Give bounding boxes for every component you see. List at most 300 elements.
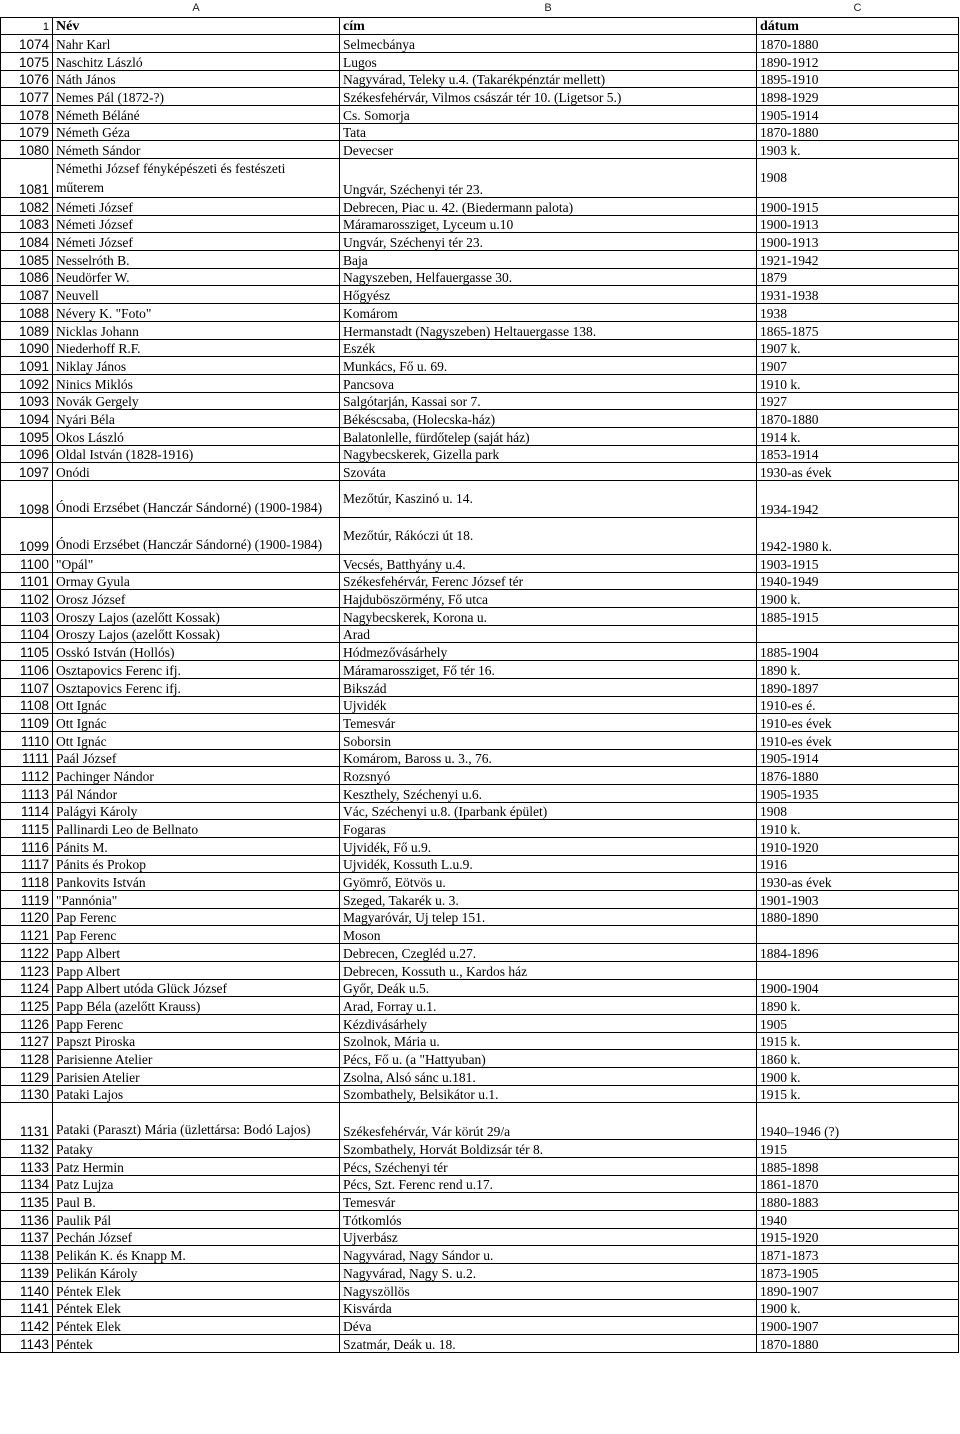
- date-cell[interactable]: 1879: [757, 268, 959, 286]
- address-cell[interactable]: Nagyszöllös: [340, 1281, 757, 1299]
- name-cell[interactable]: Patz Lujza: [53, 1175, 340, 1193]
- name-cell[interactable]: Niklay János: [53, 357, 340, 375]
- date-cell[interactable]: 1871-1873: [757, 1246, 959, 1264]
- table-row: [1, 1211, 959, 1229]
- address-cell[interactable]: Hódmezővásárhely: [340, 643, 757, 661]
- date-cell[interactable]: 1940-1949: [757, 572, 959, 590]
- address-cell[interactable]: Magyaróvár, Uj telep 151.: [340, 908, 757, 926]
- row-number[interactable]: 1081: [1, 159, 53, 198]
- row-number[interactable]: 1106: [1, 661, 53, 679]
- row-number[interactable]: 1097: [1, 463, 53, 481]
- date-cell[interactable]: 1942-1980 k.: [757, 518, 959, 555]
- name-cell[interactable]: Németi József: [53, 233, 340, 251]
- name-cell[interactable]: "Pannónia": [53, 891, 340, 909]
- date-cell[interactable]: 1910 k.: [757, 374, 959, 392]
- name-cell[interactable]: Nesselróth B.: [53, 251, 340, 269]
- address-cell[interactable]: Nagyszeben, Helfauergasse 30.: [340, 268, 757, 286]
- name-cell[interactable]: Nemes Pál (1872-?): [53, 88, 340, 106]
- name-cell[interactable]: Ormay Gyula: [53, 572, 340, 590]
- row-number[interactable]: 1082: [1, 198, 53, 216]
- date-cell[interactable]: 1900-1907: [757, 1317, 959, 1335]
- row-number[interactable]: 1123: [1, 961, 53, 979]
- name-cell[interactable]: Némethi József fényképészeti és festészeti műterem: [53, 159, 340, 198]
- row-number[interactable]: 1131: [1, 1103, 53, 1140]
- row-number[interactable]: 1108: [1, 696, 53, 714]
- row-number[interactable]: 1074: [1, 35, 53, 53]
- row-number[interactable]: 1107: [1, 678, 53, 696]
- address-cell[interactable]: Fogaras: [340, 820, 757, 838]
- row-number[interactable]: 1114: [1, 802, 53, 820]
- row-number[interactable]: 1117: [1, 855, 53, 873]
- table-row: [1, 590, 959, 608]
- address-cell[interactable]: Tótkomlós: [340, 1211, 757, 1229]
- address-cell[interactable]: Déva: [340, 1317, 757, 1335]
- date-cell[interactable]: 1890-1912: [757, 52, 959, 70]
- date-cell[interactable]: 1900 k.: [757, 590, 959, 608]
- row-number[interactable]: 1143: [1, 1334, 53, 1352]
- name-cell[interactable]: Péntek Elek: [53, 1299, 340, 1317]
- name-cell[interactable]: Paulik Pál: [53, 1211, 340, 1229]
- date-cell[interactable]: 1885-1904: [757, 643, 959, 661]
- address-cell[interactable]: Vác, Széchenyi u.8. (Iparbank épület): [340, 802, 757, 820]
- address-cell[interactable]: Temesvár: [340, 1193, 757, 1211]
- name-cell[interactable]: Pap Ferenc: [53, 908, 340, 926]
- address-cell[interactable]: Ujvidék: [340, 696, 757, 714]
- row-number[interactable]: 1093: [1, 392, 53, 410]
- row-number[interactable]: 1087: [1, 286, 53, 304]
- row-number[interactable]: 1137: [1, 1228, 53, 1246]
- address-cell[interactable]: Békéscsaba, (Holecska-ház): [340, 410, 757, 428]
- date-cell[interactable]: 1905-1935: [757, 784, 959, 802]
- date-cell[interactable]: [757, 625, 959, 643]
- name-cell[interactable]: Papp Ferenc: [53, 1014, 340, 1032]
- date-cell[interactable]: 1908: [757, 159, 959, 198]
- date-cell[interactable]: 1910 k.: [757, 820, 959, 838]
- address-cell[interactable]: Pancsova: [340, 374, 757, 392]
- address-cell[interactable]: Hermanstadt (Nagyszeben) Heltauergasse 138.: [340, 321, 757, 339]
- date-cell[interactable]: 1910-es é.: [757, 696, 959, 714]
- name-cell[interactable]: Németh Béláné: [53, 105, 340, 123]
- date-cell[interactable]: 1870-1880: [757, 1334, 959, 1352]
- address-cell[interactable]: Szombathely, Belsikátor u.1.: [340, 1085, 757, 1103]
- row-number[interactable]: 1085: [1, 251, 53, 269]
- date-cell[interactable]: 1915 k.: [757, 1032, 959, 1050]
- row-number[interactable]: 1086: [1, 268, 53, 286]
- address-cell[interactable]: Devecser: [340, 141, 757, 159]
- address-cell[interactable]: Hajduböszörmény, Fő utca: [340, 590, 757, 608]
- address-cell[interactable]: Székesfehérvár, Ferenc József tér: [340, 572, 757, 590]
- row-number[interactable]: 1079: [1, 123, 53, 141]
- row-number[interactable]: 1138: [1, 1246, 53, 1264]
- date-cell[interactable]: 1870-1880: [757, 123, 959, 141]
- address-cell[interactable]: Székesfehérvár, Vilmos császár tér 10. (Ligetsor 5.): [340, 88, 757, 106]
- name-cell[interactable]: Parisien Atelier: [53, 1067, 340, 1085]
- address-cell[interactable]: Pécs, Szt. Ferenc rend u.17.: [340, 1175, 757, 1193]
- header-address-cell[interactable]: cím: [340, 17, 757, 35]
- date-cell[interactable]: 1910-1920: [757, 838, 959, 856]
- date-cell[interactable]: 1931-1938: [757, 286, 959, 304]
- date-cell[interactable]: 1914 k.: [757, 427, 959, 445]
- row-number[interactable]: 1128: [1, 1050, 53, 1068]
- date-cell[interactable]: 1930-as évek: [757, 873, 959, 891]
- address-cell[interactable]: Munkács, Fő u. 69.: [340, 357, 757, 375]
- name-cell[interactable]: Papp Béla (azelőtt Krauss): [53, 997, 340, 1015]
- address-cell[interactable]: Győr, Deák u.5.: [340, 979, 757, 997]
- date-cell[interactable]: 1890 k.: [757, 997, 959, 1015]
- address-cell[interactable]: Nagyvárad, Nagy S. u.2.: [340, 1264, 757, 1282]
- row-number[interactable]: 1115: [1, 820, 53, 838]
- address-cell[interactable]: Nagybecskerek, Gizella park: [340, 445, 757, 463]
- row-number[interactable]: 1: [1, 17, 53, 35]
- name-cell[interactable]: Patz Hermin: [53, 1158, 340, 1176]
- address-cell[interactable]: Soborsin: [340, 731, 757, 749]
- date-cell[interactable]: 1916: [757, 855, 959, 873]
- address-cell[interactable]: Keszthely, Széchenyi u.6.: [340, 784, 757, 802]
- address-cell[interactable]: Rozsnyó: [340, 767, 757, 785]
- header-date-cell[interactable]: dátum: [757, 17, 959, 35]
- date-cell[interactable]: 1853-1914: [757, 445, 959, 463]
- row-number[interactable]: 1134: [1, 1175, 53, 1193]
- date-cell[interactable]: 1927: [757, 392, 959, 410]
- row-number[interactable]: 1119: [1, 891, 53, 909]
- address-cell[interactable]: Ujverbász: [340, 1228, 757, 1246]
- name-cell[interactable]: Osztapovics Ferenc ifj.: [53, 661, 340, 679]
- name-cell[interactable]: Papszt Piroska: [53, 1032, 340, 1050]
- row-number[interactable]: 1116: [1, 838, 53, 856]
- address-cell[interactable]: Balatonlelle, fürdőtelep (saját ház): [340, 427, 757, 445]
- address-cell[interactable]: Ujvidék, Kossuth L.u.9.: [340, 855, 757, 873]
- row-number[interactable]: 1122: [1, 944, 53, 962]
- address-cell[interactable]: Máramarossziget, Fő tér 16.: [340, 661, 757, 679]
- name-cell[interactable]: Náth János: [53, 70, 340, 88]
- name-cell[interactable]: Németh Géza: [53, 123, 340, 141]
- row-number[interactable]: 1094: [1, 410, 53, 428]
- address-cell[interactable]: Ungvár, Széchenyi tér 23.: [340, 159, 757, 198]
- name-cell[interactable]: Paul B.: [53, 1193, 340, 1211]
- row-number[interactable]: 1102: [1, 590, 53, 608]
- table-row: [1, 481, 959, 518]
- name-cell[interactable]: Oldal István (1828-1916): [53, 445, 340, 463]
- date-cell[interactable]: 1880-1883: [757, 1193, 959, 1211]
- address-cell[interactable]: Bikszád: [340, 678, 757, 696]
- table-row: [1, 215, 959, 233]
- row-number[interactable]: 1133: [1, 1158, 53, 1176]
- row-number[interactable]: 1101: [1, 572, 53, 590]
- date-cell[interactable]: 1900-1913: [757, 215, 959, 233]
- address-cell[interactable]: Szombathely, Horvát Boldizsár tér 8.: [340, 1140, 757, 1158]
- name-cell[interactable]: Németh Sándor: [53, 141, 340, 159]
- column-header-row: [1, 0, 959, 17]
- row-number[interactable]: 1125: [1, 997, 53, 1015]
- column-header-a[interactable]: A: [192, 2, 200, 15]
- name-cell[interactable]: Ninics Miklós: [53, 374, 340, 392]
- address-cell[interactable]: Arad: [340, 625, 757, 643]
- name-cell[interactable]: Novák Gergely: [53, 392, 340, 410]
- address-cell[interactable]: Komárom: [340, 304, 757, 322]
- date-cell[interactable]: 1901-1903: [757, 891, 959, 909]
- date-cell[interactable]: 1915: [757, 1140, 959, 1158]
- row-number[interactable]: 1132: [1, 1140, 53, 1158]
- name-cell[interactable]: Névery K. "Foto": [53, 304, 340, 322]
- row-number[interactable]: 1095: [1, 427, 53, 445]
- date-cell[interactable]: 1930-as évek: [757, 463, 959, 481]
- date-cell[interactable]: 1900-1904: [757, 979, 959, 997]
- row-number[interactable]: 1091: [1, 357, 53, 375]
- name-cell[interactable]: Pechán József: [53, 1228, 340, 1246]
- name-cell[interactable]: Pataki (Paraszt) Mária (üzlettársa: Bodó Lajos): [53, 1103, 340, 1140]
- date-cell[interactable]: 1903 k.: [757, 141, 959, 159]
- name-cell[interactable]: Papp Albert: [53, 961, 340, 979]
- row-number[interactable]: 1084: [1, 233, 53, 251]
- name-cell[interactable]: Osztapovics Ferenc ifj.: [53, 678, 340, 696]
- table-row: [1, 873, 959, 891]
- date-cell[interactable]: 1890 k.: [757, 661, 959, 679]
- date-cell[interactable]: 1905-1914: [757, 105, 959, 123]
- date-cell[interactable]: 1907: [757, 357, 959, 375]
- name-cell[interactable]: Paál József: [53, 749, 340, 767]
- address-cell[interactable]: Hőgyész: [340, 286, 757, 304]
- address-cell[interactable]: Temesvár: [340, 714, 757, 732]
- date-cell[interactable]: 1903-1915: [757, 555, 959, 573]
- date-cell[interactable]: 1915-1920: [757, 1228, 959, 1246]
- date-cell[interactable]: 1940–1946 (?): [757, 1103, 959, 1140]
- row-number[interactable]: 1109: [1, 714, 53, 732]
- date-cell[interactable]: 1898-1929: [757, 88, 959, 106]
- address-cell[interactable]: Nagyvárad, Teleky u.4. (Takarékpénztár mellett): [340, 70, 757, 88]
- row-number[interactable]: 1088: [1, 304, 53, 322]
- row-number[interactable]: 1141: [1, 1299, 53, 1317]
- address-cell[interactable]: Eszék: [340, 339, 757, 357]
- address-cell[interactable]: Cs. Somorja: [340, 105, 757, 123]
- row-number[interactable]: 1103: [1, 608, 53, 626]
- table-row: [1, 1067, 959, 1085]
- date-cell[interactable]: 1884-1896: [757, 944, 959, 962]
- row-number[interactable]: 1111: [1, 749, 53, 767]
- address-cell[interactable]: Ujvidék, Fő u.9.: [340, 838, 757, 856]
- address-cell[interactable]: Szeged, Takarék u. 3.: [340, 891, 757, 909]
- date-cell[interactable]: 1907 k.: [757, 339, 959, 357]
- name-cell[interactable]: Péntek Elek: [53, 1317, 340, 1335]
- date-cell[interactable]: 1900-1913: [757, 233, 959, 251]
- row-number[interactable]: 1077: [1, 88, 53, 106]
- address-cell[interactable]: Szováta: [340, 463, 757, 481]
- row-number[interactable]: 1076: [1, 70, 53, 88]
- date-cell[interactable]: 1890-1907: [757, 1281, 959, 1299]
- row-number[interactable]: 1140: [1, 1281, 53, 1299]
- address-cell[interactable]: Arad, Forray u.1.: [340, 997, 757, 1015]
- address-cell[interactable]: Szatmár, Deák u. 18.: [340, 1334, 757, 1352]
- name-cell[interactable]: Papp Albert utóda Glück József: [53, 979, 340, 997]
- address-cell[interactable]: Pécs, Széchenyi tér: [340, 1158, 757, 1176]
- address-cell[interactable]: Debrecen, Piac u. 42. (Biedermann palota): [340, 198, 757, 216]
- name-cell[interactable]: Németi József: [53, 198, 340, 216]
- row-number[interactable]: 1090: [1, 339, 53, 357]
- address-cell[interactable]: Vecsés, Batthyány u.4.: [340, 555, 757, 573]
- date-cell[interactable]: 1908: [757, 802, 959, 820]
- table-row: [1, 820, 959, 838]
- date-cell[interactable]: 1890-1897: [757, 678, 959, 696]
- name-cell[interactable]: Ott Ignác: [53, 696, 340, 714]
- row-number[interactable]: 1110: [1, 731, 53, 749]
- name-cell[interactable]: Nyári Béla: [53, 410, 340, 428]
- address-cell[interactable]: Zsolna, Alsó sánc u.181.: [340, 1067, 757, 1085]
- row-number[interactable]: 1142: [1, 1317, 53, 1335]
- table-row: [1, 88, 959, 106]
- address-cell[interactable]: Tata: [340, 123, 757, 141]
- table-row: [1, 445, 959, 463]
- name-cell[interactable]: Palágyi Károly: [53, 802, 340, 820]
- name-cell[interactable]: Ott Ignác: [53, 714, 340, 732]
- address-cell[interactable]: Selmecbánya: [340, 35, 757, 53]
- row-number[interactable]: 1136: [1, 1211, 53, 1229]
- name-cell[interactable]: Oroszy Lajos (azelőtt Kossak): [53, 608, 340, 626]
- date-cell[interactable]: 1870-1880: [757, 35, 959, 53]
- address-cell[interactable]: Gyömrő, Eötvös u.: [340, 873, 757, 891]
- date-cell[interactable]: 1900 k.: [757, 1299, 959, 1317]
- name-cell[interactable]: Pál Nándor: [53, 784, 340, 802]
- name-cell[interactable]: Péntek Elek: [53, 1281, 340, 1299]
- date-cell[interactable]: 1900-1915: [757, 198, 959, 216]
- name-cell[interactable]: Ónodi Erzsébet (Hanczár Sándorné) (1900-1984): [53, 481, 340, 518]
- date-cell[interactable]: 1876-1880: [757, 767, 959, 785]
- row-number[interactable]: 1126: [1, 1014, 53, 1032]
- name-cell[interactable]: Oroszy Lajos (azelőtt Kossak): [53, 625, 340, 643]
- date-cell[interactable]: 1915 k.: [757, 1085, 959, 1103]
- date-cell[interactable]: 1861-1870: [757, 1175, 959, 1193]
- address-cell[interactable]: Debrecen, Kossuth u., Kardos ház: [340, 961, 757, 979]
- date-cell[interactable]: 1880-1890: [757, 908, 959, 926]
- date-cell[interactable]: 1870-1880: [757, 410, 959, 428]
- address-cell[interactable]: Moson: [340, 926, 757, 944]
- name-cell[interactable]: Pataky: [53, 1140, 340, 1158]
- date-cell[interactable]: 1865-1875: [757, 321, 959, 339]
- corner-cell[interactable]: [1, 0, 53, 17]
- address-cell[interactable]: Lugos: [340, 52, 757, 70]
- row-number[interactable]: 1096: [1, 445, 53, 463]
- row-number[interactable]: 1105: [1, 643, 53, 661]
- date-cell[interactable]: 1910-es évek: [757, 714, 959, 732]
- row-number[interactable]: 1121: [1, 926, 53, 944]
- row-number[interactable]: 1099: [1, 518, 53, 555]
- date-cell[interactable]: 1934-1942: [757, 481, 959, 518]
- address-cell[interactable]: Mezőtúr, Rákóczi út 18.: [340, 518, 757, 555]
- address-cell[interactable]: Máramarossziget, Lyceum u.10: [340, 215, 757, 233]
- name-cell[interactable]: Németi József: [53, 215, 340, 233]
- name-cell[interactable]: Parisienne Atelier: [53, 1050, 340, 1068]
- date-cell[interactable]: 1940: [757, 1211, 959, 1229]
- name-cell[interactable]: Orosz József: [53, 590, 340, 608]
- row-number[interactable]: 1098: [1, 481, 53, 518]
- date-cell[interactable]: 1885-1898: [757, 1158, 959, 1176]
- name-cell[interactable]: Ott Ignác: [53, 731, 340, 749]
- address-cell[interactable]: Mezőtúr, Kaszinó u. 14.: [340, 481, 757, 518]
- name-cell[interactable]: Pelikán K. és Knapp M.: [53, 1246, 340, 1264]
- name-cell[interactable]: Papp Albert: [53, 944, 340, 962]
- name-cell[interactable]: Osskó István (Hollós): [53, 643, 340, 661]
- address-cell[interactable]: Kisvárda: [340, 1299, 757, 1317]
- row-number[interactable]: 1135: [1, 1193, 53, 1211]
- name-cell[interactable]: "Opál": [53, 555, 340, 573]
- address-cell[interactable]: Nagyvárad, Nagy Sándor u.: [340, 1246, 757, 1264]
- row-number[interactable]: 1127: [1, 1032, 53, 1050]
- date-cell[interactable]: 1910-es évek: [757, 731, 959, 749]
- address-cell[interactable]: Salgótarján, Kassai sor 7.: [340, 392, 757, 410]
- address-cell[interactable]: Baja: [340, 251, 757, 269]
- name-cell[interactable]: Neudörfer W.: [53, 268, 340, 286]
- address-cell[interactable]: Debrecen, Czegléd u.27.: [340, 944, 757, 962]
- name-cell[interactable]: Péntek: [53, 1334, 340, 1352]
- date-cell[interactable]: 1938: [757, 304, 959, 322]
- column-header-c[interactable]: C: [853, 2, 862, 15]
- name-cell[interactable]: Nicklas Johann: [53, 321, 340, 339]
- name-cell[interactable]: Onódi: [53, 463, 340, 481]
- name-cell[interactable]: Nahr Karl: [53, 35, 340, 53]
- date-cell[interactable]: 1895-1910: [757, 70, 959, 88]
- name-cell[interactable]: Naschitz László: [53, 52, 340, 70]
- row-number[interactable]: 1089: [1, 321, 53, 339]
- address-cell[interactable]: Pécs, Fő u. (a "Hattyuban): [340, 1050, 757, 1068]
- date-cell[interactable]: 1860 k.: [757, 1050, 959, 1068]
- date-cell[interactable]: 1900 k.: [757, 1067, 959, 1085]
- address-cell[interactable]: Komárom, Baross u. 3., 76.: [340, 749, 757, 767]
- row-number[interactable]: 1080: [1, 141, 53, 159]
- row-number[interactable]: 1130: [1, 1085, 53, 1103]
- date-cell[interactable]: 1921-1942: [757, 251, 959, 269]
- name-cell[interactable]: Neuvell: [53, 286, 340, 304]
- name-cell[interactable]: Okos László: [53, 427, 340, 445]
- name-cell[interactable]: Pelikán Károly: [53, 1264, 340, 1282]
- name-cell[interactable]: Pap Ferenc: [53, 926, 340, 944]
- row-number[interactable]: 1113: [1, 784, 53, 802]
- name-cell[interactable]: Pánits M.: [53, 838, 340, 856]
- row-number[interactable]: 1124: [1, 979, 53, 997]
- table-row: [1, 339, 959, 357]
- row-number[interactable]: 1104: [1, 625, 53, 643]
- name-cell[interactable]: Pallinardi Leo de Bellnato: [53, 820, 340, 838]
- row-number[interactable]: 1120: [1, 908, 53, 926]
- date-cell[interactable]: [757, 961, 959, 979]
- header-name-cell[interactable]: Név: [53, 17, 340, 35]
- row-number[interactable]: 1118: [1, 873, 53, 891]
- row-number[interactable]: 1129: [1, 1067, 53, 1085]
- name-cell[interactable]: Pánits és Prokop: [53, 855, 340, 873]
- row-number[interactable]: 1139: [1, 1264, 53, 1282]
- row-number[interactable]: 1100: [1, 555, 53, 573]
- name-cell[interactable]: Niederhoff R.F.: [53, 339, 340, 357]
- row-number[interactable]: 1083: [1, 215, 53, 233]
- date-cell[interactable]: 1905-1914: [757, 749, 959, 767]
- name-cell[interactable]: Pankovits István: [53, 873, 340, 891]
- name-cell[interactable]: Pachinger Nándor: [53, 767, 340, 785]
- date-cell[interactable]: 1873-1905: [757, 1264, 959, 1282]
- row-number[interactable]: 1112: [1, 767, 53, 785]
- date-cell[interactable]: [757, 926, 959, 944]
- row-number[interactable]: 1092: [1, 374, 53, 392]
- column-header-b[interactable]: B: [544, 2, 552, 15]
- date-cell[interactable]: 1905: [757, 1014, 959, 1032]
- date-cell[interactable]: 1885-1915: [757, 608, 959, 626]
- row-number[interactable]: 1075: [1, 52, 53, 70]
- row-number[interactable]: 1078: [1, 105, 53, 123]
- address-cell[interactable]: Nagybecskerek, Korona u.: [340, 608, 757, 626]
- address-cell[interactable]: Ungvár, Széchenyi tér 23.: [340, 233, 757, 251]
- address-cell[interactable]: Székesfehérvár, Vár körút 29/a: [340, 1103, 757, 1140]
- name-cell[interactable]: Ónodi Erzsébet (Hanczár Sándorné) (1900-1984): [53, 518, 340, 555]
- table-row: [1, 286, 959, 304]
- address-cell[interactable]: Szolnok, Mária u.: [340, 1032, 757, 1050]
- name-cell[interactable]: Pataki Lajos: [53, 1085, 340, 1103]
- address-cell[interactable]: Kézdivásárhely: [340, 1014, 757, 1032]
